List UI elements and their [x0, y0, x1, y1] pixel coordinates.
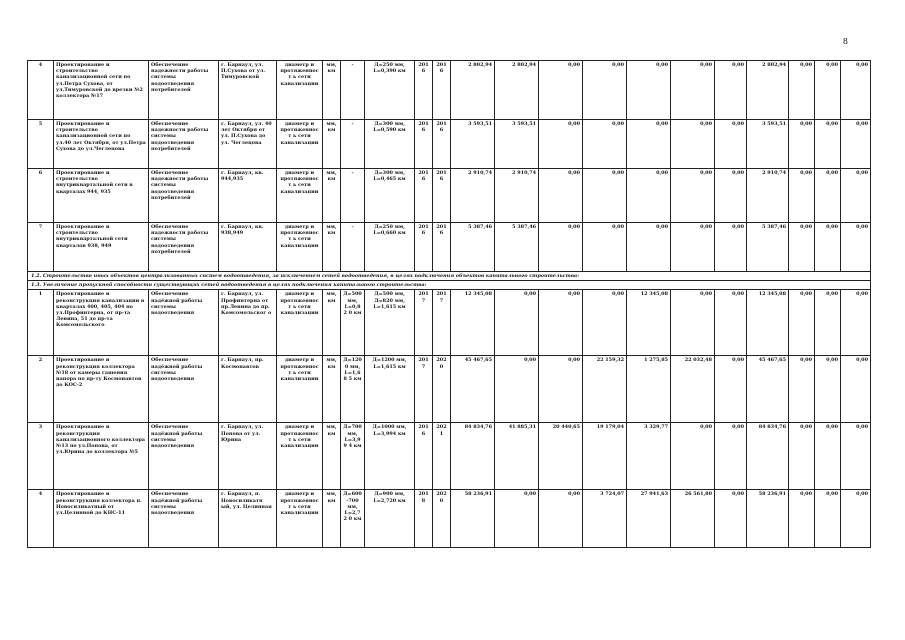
- table-row: [28, 490, 871, 548]
- table-row: [28, 423, 871, 490]
- cost-2015-cell: 0,00: [495, 356, 539, 423]
- cost-2018-cell: 0,00: [627, 169, 671, 223]
- project-goal-cell: Обеспечение надежности работы системы водоотведения потребителей: [149, 120, 219, 169]
- project-name-cell: Проектирование и реконструкция канализационного коллектора №13 по ул.Попова, от ул.Юрина до коллектора №5: [54, 423, 149, 490]
- value-before-cell: -: [341, 61, 365, 120]
- cost-2018-cell: 0,00: [627, 223, 671, 272]
- unit-cell: мм, км: [323, 169, 341, 223]
- technical-parameter-cell: диаметр и протяженност ь сети канализации: [277, 223, 323, 272]
- total-cost-cell: 58 236,91: [451, 490, 495, 548]
- project-location-cell: г. Барнаул, кв. 944,935: [219, 169, 277, 223]
- cost-2018-cell: 1 275,85: [627, 356, 671, 423]
- project-name-cell: Проектирование и строительство канализационной сети по ул.Петра Сухова, от ул.Тимуровской до врезки №2 коллектора №17: [54, 61, 149, 120]
- technical-parameter-cell: диаметр и протяженност ь сети канализации: [277, 290, 323, 356]
- funding-2-cell: 0,00: [789, 423, 815, 490]
- cost-2018-cell: 0,00: [627, 120, 671, 169]
- value-after-cell: Д=1000 мм, L=3,994 км: [365, 423, 415, 490]
- end-year-cell: 2016: [433, 61, 451, 120]
- technical-parameter-cell: диаметр и протяженност ь сети канализации: [277, 169, 323, 223]
- end-year-cell: 2016: [433, 120, 451, 169]
- funding-2-cell: 0,00: [789, 61, 815, 120]
- total-cost-cell: 12 345,08: [451, 290, 495, 356]
- total-cost-cell: 2 910,74: [451, 169, 495, 223]
- unit-cell: мм, км: [323, 356, 341, 423]
- section-heading-1-3: 1.3. Увеличение пропускной способности существующих сетей водоотведения в целях подключения капитального строительства:: [28, 281, 871, 290]
- cost-2016-cell: 0,00: [539, 356, 583, 423]
- technical-parameter-cell: диаметр и протяженност ь сети канализации: [277, 356, 323, 423]
- funding-4-cell: 0,00: [841, 490, 871, 548]
- cost-2015-cell: 3 593,51: [495, 120, 539, 169]
- end-year-cell: 2016: [433, 223, 451, 272]
- project-goal-cell: Обеспечение надёжной работы системы водоотведения: [149, 423, 219, 490]
- funding-4-cell: 0,00: [841, 120, 871, 169]
- table-row: [28, 61, 871, 120]
- row-number-cell: 7: [28, 223, 54, 272]
- cost-2020-cell: 0,00: [715, 61, 747, 120]
- technical-parameter-cell: диаметр и протяженност ь сети канализации: [277, 423, 323, 490]
- cost-2016-cell: 0,00: [539, 61, 583, 120]
- cost-2019-cell: 0,00: [671, 223, 715, 272]
- project-name-cell: Проектирование и строительство внутриквартальной сети в кварталах 944, 935: [54, 169, 149, 223]
- investment-program-table: [27, 60, 871, 548]
- cost-2017-cell: 3 724,07: [583, 490, 627, 548]
- funding-2-cell: 0,00: [789, 223, 815, 272]
- project-name-cell: Проектирование и строительство канализационной сети по ул.40 лет Октября, от ул.Петра Сухова до ул.Чеглецова: [54, 120, 149, 169]
- cost-2015-cell: 0,00: [495, 290, 539, 356]
- total-cost-cell: 5 387,46: [451, 223, 495, 272]
- table-row: [28, 223, 871, 272]
- value-before-cell: -: [341, 169, 365, 223]
- technical-parameter-cell: диаметр и протяженност ь сети канализации: [277, 61, 323, 120]
- funding-4-cell: 0,00: [841, 223, 871, 272]
- project-goal-cell: Обеспечение надежности работы системы водоотведения потребителей: [149, 61, 219, 120]
- cost-2019-cell: 22 032,48: [671, 356, 715, 423]
- total-cost-cell: 3 593,51: [451, 120, 495, 169]
- project-goal-cell: Обеспечение надежности работы системы водоотведения потребителей: [149, 169, 219, 223]
- cost-2020-cell: 0,00: [715, 356, 747, 423]
- funding-4-cell: 0,00: [841, 356, 871, 423]
- value-before-cell: -: [341, 223, 365, 272]
- end-year-cell: 2016: [433, 169, 451, 223]
- funding-3-cell: 0,00: [815, 290, 841, 356]
- funding-4-cell: 0,00: [841, 290, 871, 356]
- funding-3-cell: 0,00: [815, 356, 841, 423]
- value-after-cell: Д=1200 мм, L=1,615 км: [365, 356, 415, 423]
- funding-own-cell: 58 236,91: [747, 490, 789, 548]
- cost-2017-cell: 0,00: [583, 290, 627, 356]
- funding-3-cell: 0,00: [815, 120, 841, 169]
- end-year-cell: 2020: [433, 356, 451, 423]
- project-location-cell: г. Барнаул, ул. П.Сухова от ул. Тимуровской: [219, 61, 277, 120]
- cost-2020-cell: 0,00: [715, 120, 747, 169]
- cost-2019-cell: 0,00: [671, 61, 715, 120]
- cost-2020-cell: 0,00: [715, 290, 747, 356]
- cost-2015-cell: 2 802,94: [495, 61, 539, 120]
- funding-4-cell: 0,00: [841, 169, 871, 223]
- funding-4-cell: 0,00: [841, 61, 871, 120]
- unit-cell: мм, км: [323, 490, 341, 548]
- table-row: [28, 356, 871, 423]
- project-goal-cell: Обеспечение надежности работы системы водоотведения потребителей: [149, 223, 219, 272]
- cost-2017-cell: 22 159,32: [583, 356, 627, 423]
- cost-2016-cell: 0,00: [539, 120, 583, 169]
- unit-cell: мм, км: [323, 120, 341, 169]
- project-name-cell: Проектирование и реконструкция канализации в кварталах 400, 405, 404 по ул.Профинтерна, от пр-та Ленина, 51 до пр-та Комсомольского: [54, 290, 149, 356]
- technical-parameter-cell: диаметр и протяженност ь сети канализации: [277, 490, 323, 548]
- project-name-cell: Проектирование и реконструкция коллектора п. Новосиликатный от ул.Целинной до КНС-11: [54, 490, 149, 548]
- end-year-cell: 2020: [433, 490, 451, 548]
- project-location-cell: г. Барнаул, пр. Космонавтов: [219, 356, 277, 423]
- start-year-cell: 2016: [415, 61, 433, 120]
- funding-own-cell: 12 345,08: [747, 290, 789, 356]
- value-before-cell: Д=700 мм, L=3,99 4 км: [341, 423, 365, 490]
- row-number-cell: 5: [28, 120, 54, 169]
- cost-2017-cell: 0,00: [583, 223, 627, 272]
- cost-2018-cell: 12 345,08: [627, 290, 671, 356]
- project-location-cell: г. Барнаул, ул. 40 лет Октября от ул. П.Сухова до ул. Чеглецова: [219, 120, 277, 169]
- cost-2020-cell: 0,00: [715, 490, 747, 548]
- project-location-cell: г. Барнаул, ул. Профинтерна от пр.Ленина до пр. Комсомольског о: [219, 290, 277, 356]
- table-row: [28, 120, 871, 169]
- cost-2016-cell: 0,00: [539, 490, 583, 548]
- cost-2015-cell: 41 885,31: [495, 423, 539, 490]
- start-year-cell: 2017: [415, 290, 433, 356]
- project-location-cell: г. Барнаул, кв. 938,949: [219, 223, 277, 272]
- total-cost-cell: 2 802,94: [451, 61, 495, 120]
- cost-2017-cell: 0,00: [583, 61, 627, 120]
- cost-2019-cell: 26 561,80: [671, 490, 715, 548]
- funding-2-cell: 0,00: [789, 169, 815, 223]
- cost-2015-cell: 0,00: [495, 490, 539, 548]
- value-after-cell: Д=250 мм, L=0,660 км: [365, 223, 415, 272]
- project-name-cell: Проектирование и реконструкция коллектора №18 от камеры гашения напора по пр-ту Космонавтов до КОС-2: [54, 356, 149, 423]
- start-year-cell: 2016: [415, 120, 433, 169]
- funding-own-cell: 2 802,94: [747, 61, 789, 120]
- cost-2018-cell: 27 941,63: [627, 490, 671, 548]
- cost-2019-cell: 0,00: [671, 169, 715, 223]
- funding-2-cell: 0,00: [789, 490, 815, 548]
- start-year-cell: 2016: [415, 423, 433, 490]
- value-before-cell: -: [341, 120, 365, 169]
- value-before-cell: Д=600-700 мм, L=2,72 0 км: [341, 490, 365, 548]
- cost-2019-cell: 0,00: [671, 423, 715, 490]
- project-goal-cell: Обеспечение надёжной работы системы водоотведения: [149, 490, 219, 548]
- start-year-cell: 2018: [415, 490, 433, 548]
- value-after-cell: Д=900 мм, L=2,720 км: [365, 490, 415, 548]
- project-name-cell: Проектирование и строительство внутриквартальной сети кварталов 938, 949: [54, 223, 149, 272]
- funding-3-cell: 0,00: [815, 61, 841, 120]
- start-year-cell: 2016: [415, 223, 433, 272]
- funding-own-cell: 45 467,65: [747, 356, 789, 423]
- unit-cell: мм, км: [323, 61, 341, 120]
- cost-2020-cell: 0,00: [715, 423, 747, 490]
- cost-2019-cell: 0,00: [671, 290, 715, 356]
- total-cost-cell: 45 467,65: [451, 356, 495, 423]
- page-number: 8: [842, 37, 848, 46]
- value-before-cell: Д=500 мм, L=0,82 0 км: [341, 290, 365, 356]
- cost-2018-cell: 0,00: [627, 61, 671, 120]
- cost-2015-cell: 2 910,74: [495, 169, 539, 223]
- unit-cell: мм, км: [323, 423, 341, 490]
- funding-3-cell: 0,00: [815, 423, 841, 490]
- cost-2018-cell: 3 329,77: [627, 423, 671, 490]
- row-number-cell: 4: [28, 61, 54, 120]
- value-after-cell: Д=300 мм, L=0,590 км: [365, 120, 415, 169]
- funding-own-cell: 3 593,51: [747, 120, 789, 169]
- table-row: [28, 290, 871, 356]
- project-location-cell: г. Барнаул, п. Новосиликатн ый, ул. Целинная: [219, 490, 277, 548]
- funding-own-cell: 84 834,76: [747, 423, 789, 490]
- funding-2-cell: 0,00: [789, 120, 815, 169]
- row-number-cell: 4: [28, 490, 54, 548]
- start-year-cell: 2017: [415, 356, 433, 423]
- value-after-cell: Д=250 мм, L=0,390 км: [365, 61, 415, 120]
- funding-2-cell: 0,00: [789, 356, 815, 423]
- funding-3-cell: 0,00: [815, 223, 841, 272]
- cost-2020-cell: 0,00: [715, 169, 747, 223]
- cost-2015-cell: 5 387,46: [495, 223, 539, 272]
- funding-own-cell: 2 910,74: [747, 169, 789, 223]
- funding-2-cell: 0,00: [789, 290, 815, 356]
- cost-2017-cell: 0,00: [583, 120, 627, 169]
- cost-2016-cell: 0,00: [539, 223, 583, 272]
- technical-parameter-cell: диаметр и протяженност ь сети канализации: [277, 120, 323, 169]
- table-row: [28, 169, 871, 223]
- cost-2019-cell: 0,00: [671, 120, 715, 169]
- row-number-cell: 6: [28, 169, 54, 223]
- row-number-cell: 2: [28, 356, 54, 423]
- row-number-cell: 3: [28, 423, 54, 490]
- project-goal-cell: Обеспечение надёжной работы системы водоотведения: [149, 290, 219, 356]
- end-year-cell: 2017: [433, 290, 451, 356]
- project-location-cell: г. Барнаул, ул. Попова от ул. Юрина: [219, 423, 277, 490]
- total-cost-cell: 84 834,76: [451, 423, 495, 490]
- start-year-cell: 2016: [415, 169, 433, 223]
- project-goal-cell: Обеспечение надёжной работы системы водоотведения: [149, 356, 219, 423]
- section-row: [28, 272, 871, 281]
- end-year-cell: 2021: [433, 423, 451, 490]
- cost-2017-cell: 19 179,04: [583, 423, 627, 490]
- value-before-cell: Д=1200 мм, L=1,68 5 км: [341, 356, 365, 423]
- unit-cell: мм, км: [323, 290, 341, 356]
- value-after-cell: Д=500 мм, Д=820 мм, L=1,615 км: [365, 290, 415, 356]
- funding-3-cell: 0,00: [815, 490, 841, 548]
- unit-cell: мм, км: [323, 223, 341, 272]
- cost-2016-cell: 20 440,65: [539, 423, 583, 490]
- cost-2016-cell: 0,00: [539, 290, 583, 356]
- value-after-cell: Д=300 мм, L=0,465 км: [365, 169, 415, 223]
- funding-3-cell: 0,00: [815, 169, 841, 223]
- row-number-cell: 1: [28, 290, 54, 356]
- funding-own-cell: 5 387,46: [747, 223, 789, 272]
- section-row: [28, 281, 871, 290]
- cost-2017-cell: 0,00: [583, 169, 627, 223]
- cost-2016-cell: 0,00: [539, 169, 583, 223]
- section-heading-1-2: 1.2. Строительство иных объектов централизованных систем водоотведения, за исключением сетей водоотведения, в целях подключения объектов капитального строительства:: [28, 272, 871, 281]
- funding-4-cell: 0,00: [841, 423, 871, 490]
- cost-2020-cell: 0,00: [715, 223, 747, 272]
